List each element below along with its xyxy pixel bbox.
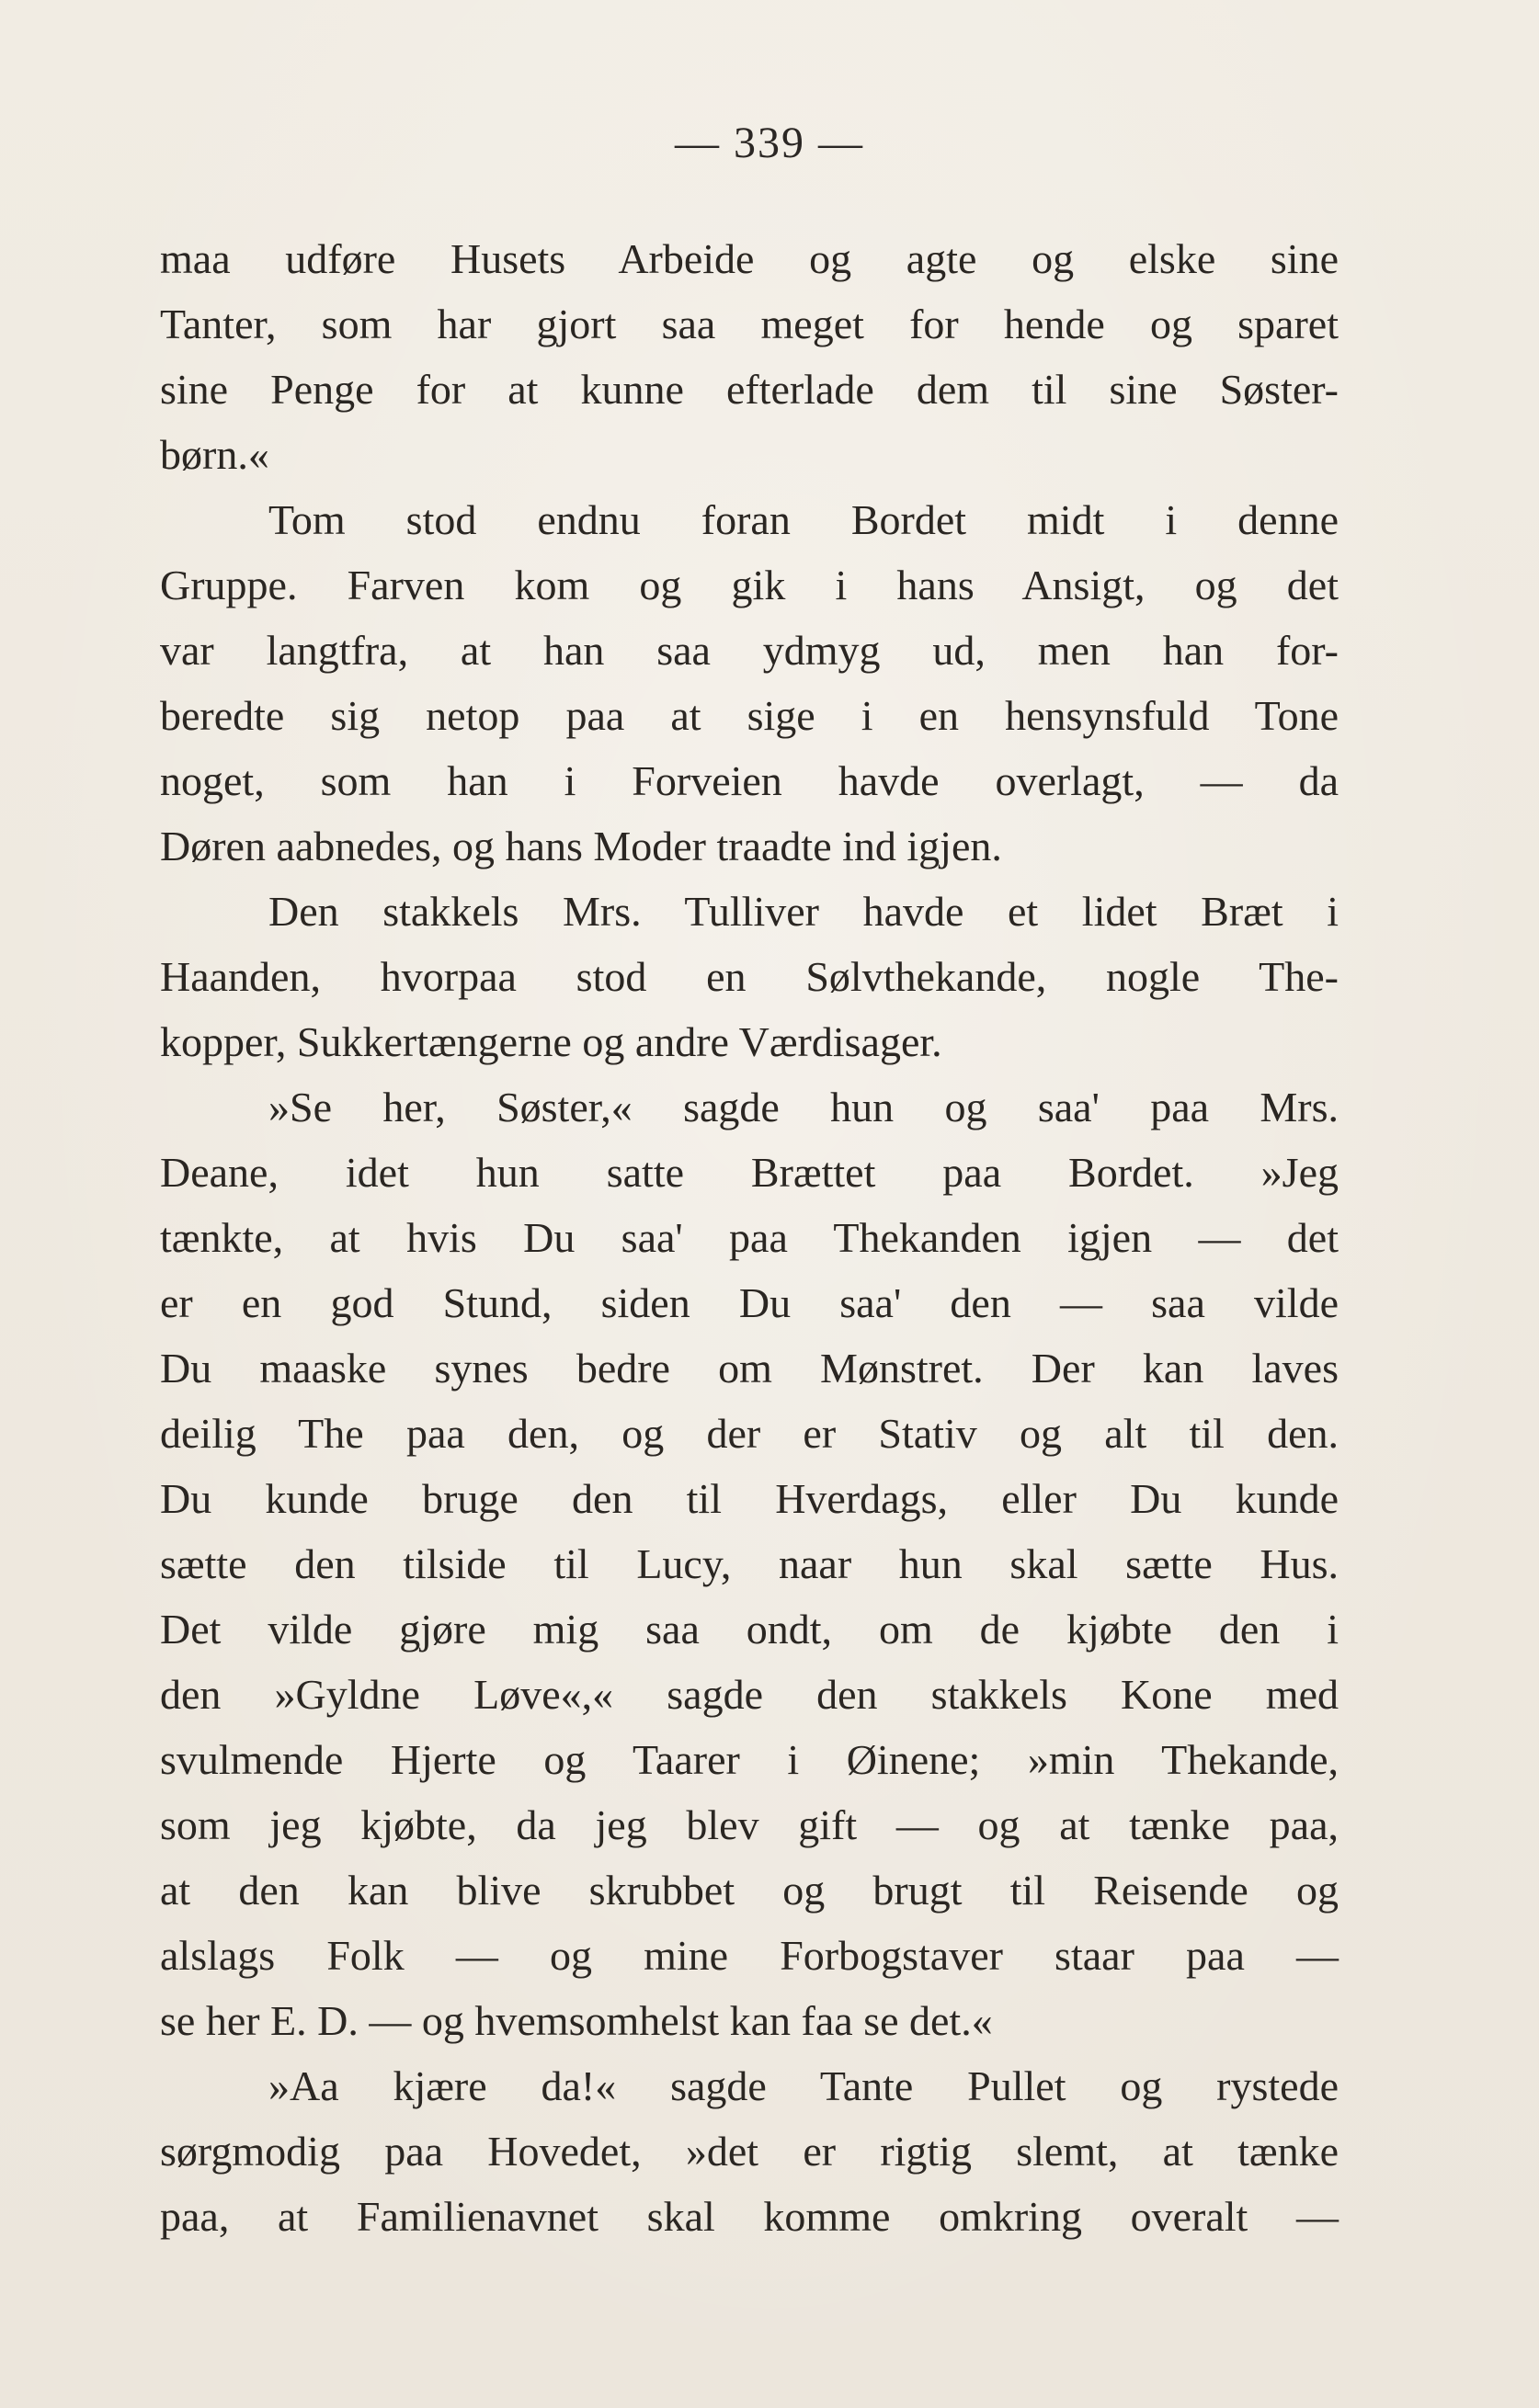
text-line: Deane, idet hun satte Brættet paa Bordet. »Jeg xyxy=(160,1149,1339,1196)
text-line: Døren aabnedes, og hans Moder traadte ind igjen. xyxy=(160,823,1002,869)
text-line: tænkte, at hvis Du saa' paa Thekanden igjen — det xyxy=(160,1214,1339,1261)
text-line: Gruppe. Farven kom og gik i hans Ansigt, og det xyxy=(160,562,1339,608)
text-line: kopper, Sukkertængerne og andre Værdisager. xyxy=(160,1018,942,1065)
text-line: sine Penge for at kunne efterlade dem til sine Søster- xyxy=(160,366,1339,413)
text-line: Tom stod endnu foran Bordet midt i denne xyxy=(268,496,1339,543)
text-line: Det vilde gjøre mig saa ondt, om de kjøbte den i xyxy=(160,1606,1339,1653)
text-line: Den stakkels Mrs. Tulliver havde et lidet Bræt i xyxy=(268,888,1339,935)
body-text xyxy=(160,226,1339,2249)
text-line: deilig The paa den, og der er Stativ og alt til den. xyxy=(160,1410,1339,1457)
page-number: — 339 — xyxy=(675,119,864,167)
text-line: maa udføre Husets Arbeide og agte og elske sine xyxy=(160,235,1339,282)
text-line: svulmende Hjerte og Taarer i Øinene; »min Thekande, xyxy=(160,1736,1339,1783)
text-line: »Se her, Søster,« sagde hun og saa' paa Mrs. xyxy=(268,1084,1339,1130)
text-line: alslags Folk — og mine Forbogstaver staar paa — xyxy=(160,1932,1339,1979)
text-line: noget, som han i Forveien havde overlagt, — da xyxy=(160,757,1339,804)
text-line: sætte den tilside til Lucy, naar hun skal sætte Hus. xyxy=(160,1540,1339,1587)
text-line: er en god Stund, siden Du saa' den — saa vilde xyxy=(160,1279,1339,1326)
text-line: Tanter, som har gjort saa meget for hende og sparet xyxy=(160,301,1339,347)
text-line: paa, at Familienavnet skal komme omkring overalt — xyxy=(160,2193,1339,2240)
text-line: Du maaske synes bedre om Mønstret. Der kan laves xyxy=(160,1345,1339,1391)
text-line: beredte sig netop paa at sige i en hensynsfuld Tone xyxy=(160,692,1339,739)
text-line: Du kunde bruge den til Hverdags, eller Du kunde xyxy=(160,1475,1339,1522)
text-line: se her E. D. — og hvemsomhelst kan faa se det.« xyxy=(160,1997,993,2044)
text-line: »Aa kjære da!« sagde Tante Pullet og rystede xyxy=(268,2062,1339,2109)
text-line: som jeg kjøbte, da jeg blev gift — og at tænke paa, xyxy=(160,1801,1339,1848)
text-line: sørgmodig paa Hovedet, »det er rigtig slemt, at tænke xyxy=(160,2128,1339,2175)
text-line: var langtfra, at han saa ydmyg ud, men han for- xyxy=(160,627,1339,674)
text-line: den »Gyldne Løve«,« sagde den stakkels Kone med xyxy=(160,1671,1339,1718)
text-line: Haanden, hvorpaa stod en Sølvthekande, nogle The- xyxy=(160,953,1339,1000)
text-line: at den kan blive skrubbet og brugt til Reisende og xyxy=(160,1867,1339,1914)
text-line: børn.« xyxy=(160,431,269,478)
